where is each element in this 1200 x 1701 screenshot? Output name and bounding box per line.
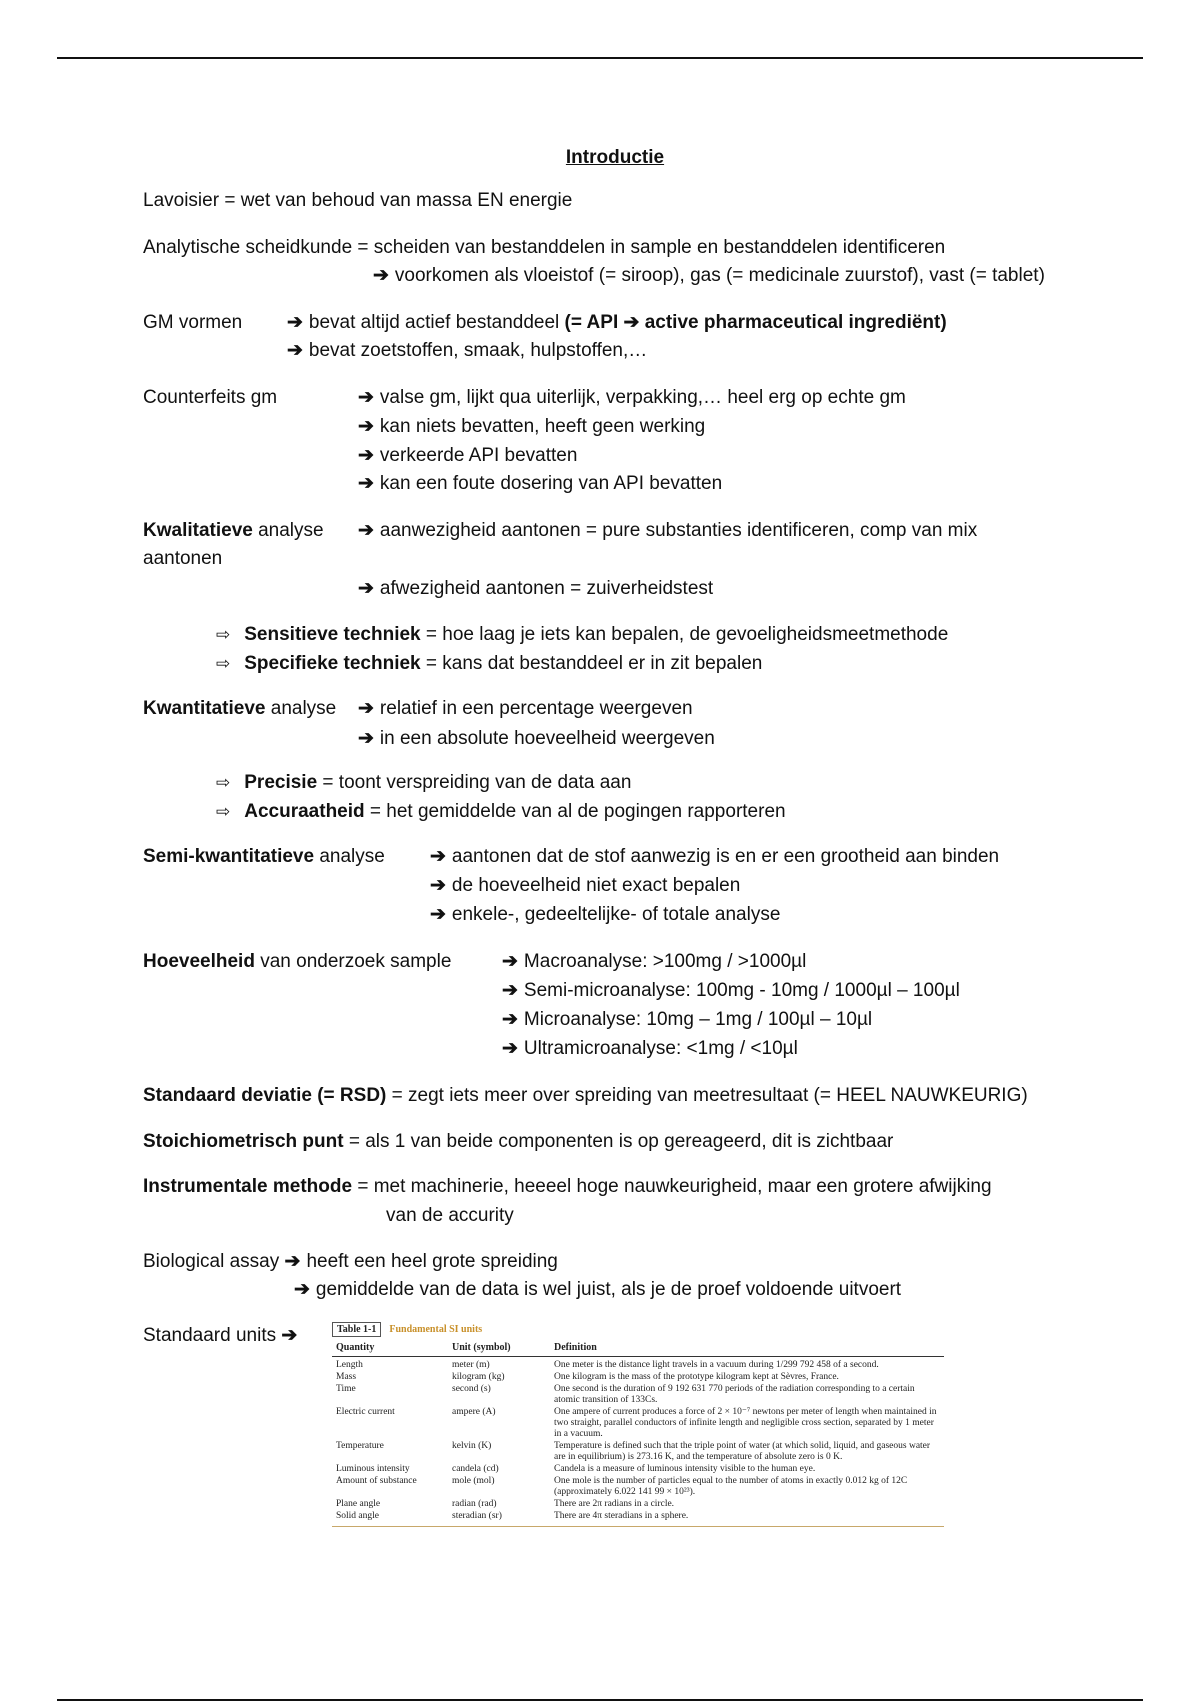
si-units-table [332,1341,944,1527]
table-row [332,1464,944,1476]
table-label: Table 1-1 [332,1322,381,1337]
table-cell: One meter is the distance light travels in a vacuum during 1/299 792 458 of a second. [554,1360,879,1370]
hoeveelheid-item-4: ➔ Ultramicroanalyse: <1mg / <10µl [502,1038,798,1059]
table-row [332,1372,944,1384]
hoeveelheid-item-1: ➔ Macroanalyse: >100mg / >1000µl [502,951,807,972]
hollow-arrow-icon: ⇨ [216,773,231,792]
table-cell: kelvin (K) [452,1441,492,1451]
table-header-row [332,1341,944,1357]
table-cell: Solid angle [332,1511,448,1527]
arrow-icon: ➔ [358,387,374,408]
gm-label: GM vormen [143,312,243,333]
standaard-deviatie-line: Standaard deviatie (= RSD) = zegt iets meer over spreiding van meetresultaat (= HEEL NAUWKEURIG) [143,1085,1028,1106]
table-cell: meter (m) [452,1360,490,1370]
table-cell: There are 2π radians in a circle. [554,1499,675,1509]
table-row [332,1384,944,1407]
arrow-icon: ➔ [623,312,640,333]
table-cell: Luminous intensity [336,1464,410,1474]
table-cell: One ampere of current produces a force of 2 × 10⁻⁷ newtons per meter of length when maintained in two straight, parallel conductors of infinite length and negligible cross section, separated by 1 meter in a vacuum. [554,1407,937,1439]
table-header-cell: Definition [550,1341,944,1357]
biological-assay-item-2: ➔ gemiddelde van de data is wel juist, als je de proef voldoende uitvoert [294,1279,902,1300]
arrow-icon: ➔ [430,904,446,925]
table-cell: One second is the duration of 9 192 631 770 periods of the radiation corresponding to a certain atomic transition of 133Cs. [554,1384,915,1405]
table-row [332,1511,944,1527]
table-cell: Mass [336,1372,357,1382]
gm-item-1: ➔ bevat altijd actief bestanddeel (= API ➔ active pharmaceutical ingrediënt) [287,312,947,333]
table-cell: candela (cd) [452,1464,499,1474]
header-rule [57,57,1143,59]
kwalitatieve-label: Kwalitatieve analyse [143,520,324,541]
hoeveelheid-item-2: ➔ Semi-microanalyse: 100mg - 10mg / 1000µl – 100µl [502,980,960,1001]
kwalitatieve-item-2: ➔ afwezigheid aantonen = zuiverheidstest [358,578,714,599]
table-caption [332,1322,944,1337]
gm-item-2: ➔ bevat zoetstoffen, smaak, hulpstoffen,… [287,340,648,361]
kwalitatieve-item-1: ➔ aanwezigheid aantonen = pure substanties identificeren, comp van mix [358,520,978,541]
table-cell: Temperature [336,1441,384,1451]
arrow-icon: ➔ [358,416,374,437]
arrow-icon: ➔ [502,1038,518,1059]
table-row [332,1407,944,1441]
arrow-icon: ➔ [358,698,374,719]
table-cell: radian (rad) [452,1499,497,1509]
semi-kwantitatieve-label: Semi-kwantitatieve analyse [143,846,385,867]
counterfeits-item-3: ➔ verkeerde API bevatten [358,445,578,466]
table-cell: Plane angle [336,1499,381,1509]
arrow-icon: ➔ [358,473,374,494]
biological-assay-label: Biological assay ➔ heeft een heel grote spreiding [143,1251,558,1272]
table-header-cell: Unit (symbol) [448,1341,550,1357]
table-cell: There are 4π steradians in a sphere. [550,1511,944,1527]
instrumentale-wrap: van de accurity [386,1205,514,1226]
analytische-sub: ➔ voorkomen als vloeistof (= siroop), gas (= medicinale zuurstof), vast (= tablet) [373,265,1045,286]
instrumentale-line: Instrumentale methode = met machinerie, heeeel hoge nauwkeurigheid, maar een grotere afwijking [143,1176,992,1197]
arrow-icon: ➔ [502,1009,518,1030]
hollow-arrow-icon: ⇨ [216,625,231,644]
specifieke-line: ⇨ Specifieke techniek = kans dat bestanddeel er in zit bepalen [216,653,763,674]
table-cell: Temperature is defined such that the triple point of water (at which solid, liquid, and gaseous water are in equilibrium) is 273.16 K, and the temperature of absolute zero is 0 K. [554,1441,931,1462]
arrow-icon: ➔ [287,340,303,361]
semi-item-2: ➔ de hoeveelheid niet exact bepalen [430,875,741,896]
arrow-icon: ➔ [502,951,518,972]
arrow-icon: ➔ [281,1325,298,1346]
hoeveelheid-item-3: ➔ Microanalyse: 10mg – 1mg / 100µl – 10µl [502,1009,873,1030]
arrow-icon: ➔ [430,846,446,867]
arrow-icon: ➔ [358,578,374,599]
hollow-arrow-icon: ⇨ [216,654,231,673]
table-cell: Length [336,1360,363,1370]
semi-item-3: ➔ enkele-, gedeeltelijke- of totale analyse [430,904,781,925]
table-cell: Amount of substance [336,1476,417,1486]
accuraatheid-line: ⇨ Accuraatheid = het gemiddelde van al de pogingen rapporteren [216,801,786,822]
arrow-icon: ➔ [430,875,446,896]
arrow-icon: ➔ [284,1251,301,1272]
table-row [332,1499,944,1511]
kwantitatieve-label: Kwantitatieve analyse [143,698,337,719]
hoeveelheid-label: Hoeveelheid van onderzoek sample [143,951,452,972]
arrow-icon: ➔ [502,980,518,1001]
counterfeits-item-4: ➔ kan een foute dosering van API bevatten [358,473,723,494]
table-row [332,1476,944,1499]
arrow-icon: ➔ [358,520,374,541]
arrow-icon: ➔ [358,728,374,749]
table-cell: Candela is a measure of luminous intensity visible to the human eye. [554,1464,816,1474]
arrow-icon: ➔ [287,312,303,333]
arrow-icon: ➔ [358,445,374,466]
table-row [332,1441,944,1464]
precisie-line: ⇨ Precisie = toont verspreiding van de data aan [216,772,632,793]
counterfeits-item-1: ➔ valse gm, lijkt qua uiterlijk, verpakking,… heel erg op echte gm [358,387,906,408]
kwalitatieve-label-wrap: aantonen [143,548,223,569]
kwantitatieve-item-2: ➔ in een absolute hoeveelheid weergeven [358,728,715,749]
semi-item-1: ➔ aantonen dat de stof aanwezig is en er een grootheid aan binden [430,846,1000,867]
table-cell: ampere (A) [452,1407,496,1417]
counterfeits-item-2: ➔ kan niets bevatten, heeft geen werking [358,416,706,437]
table-cell: mole (mol) [452,1476,495,1486]
standaard-units-label: Standaard units ➔ [143,1325,298,1346]
arrow-icon: ➔ [294,1279,310,1300]
table-cell: steradian (sr) [448,1511,550,1527]
hollow-arrow-icon: ⇨ [216,802,231,821]
table-cell: kilogram (kg) [452,1372,505,1382]
stoichiometrisch-line: Stoichiometrisch punt = als 1 van beide componenten is op gereageerd, dit is zichtbaar [143,1131,894,1152]
lavoisier-line: Lavoisier = wet van behoud van massa EN energie [143,190,573,211]
table-cell: One mole is the number of particles equal to the number of atoms in exactly 0.012 kg of 12C (approximately 6.022 141 99 × 10²³). [554,1476,908,1497]
analytische-line: Analytische scheidkunde = scheiden van bestanddelen in sample en bestanddelen identificeren [143,237,946,258]
table-header-cell: Quantity [332,1341,448,1357]
counterfeits-label: Counterfeits gm [143,387,278,408]
kwantitatieve-item-1: ➔ relatief in een percentage weergeven [358,698,693,719]
table-cell: One kilogram is the mass of the prototype kilogram kept at Sèvres, France. [554,1372,839,1382]
sensitieve-line: ⇨ Sensitieve techniek = hoe laag je iets kan bepalen, de gevoeligheidsmeetmethode [216,624,949,645]
table-row [332,1357,944,1373]
table-title: Fundamental SI units [389,1324,483,1335]
si-units-table-figure [332,1322,944,1527]
arrow-icon: ➔ [373,265,389,286]
table-cell: Time [336,1384,356,1394]
table-cell: Electric current [336,1407,395,1417]
page-title: Introductie [565,147,665,168]
table-cell: second (s) [452,1384,491,1394]
